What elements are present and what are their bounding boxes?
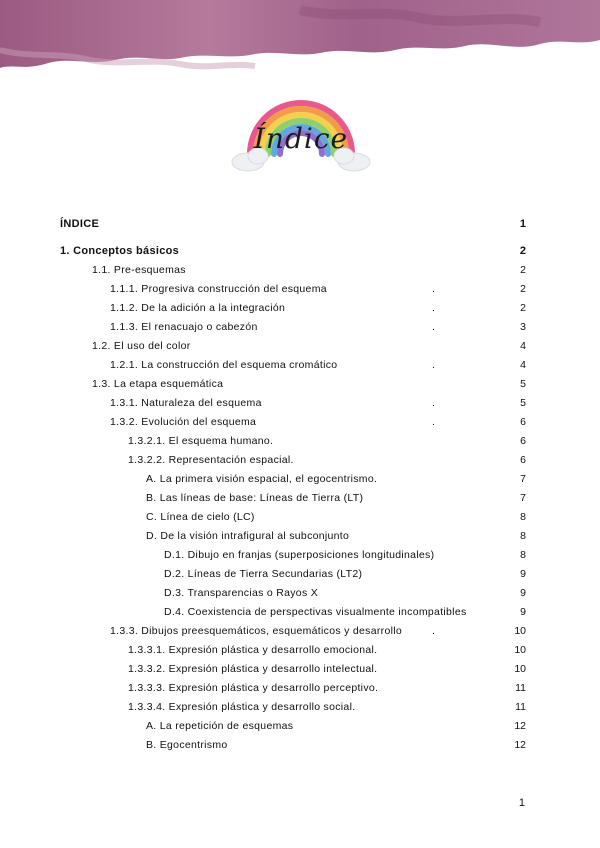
toc-entry-page: 9 xyxy=(520,606,526,618)
toc-entry[interactable] xyxy=(0,318,600,336)
toc-entry-dot: . xyxy=(432,625,435,637)
toc-entry-page: 12 xyxy=(514,739,526,751)
toc-entry-dot: . xyxy=(432,359,435,371)
toc-entry-label: D.2. Líneas de Tierra Secundarias (LT2) xyxy=(164,568,363,580)
toc-entry[interactable] xyxy=(0,489,600,507)
toc-entry-label: 1.3.3.4. Expresión plástica y desarrollo social. xyxy=(128,701,356,713)
toc-entry-page: 2 xyxy=(519,245,526,257)
toc-entry-page: 11 xyxy=(515,682,526,694)
toc-entry-page: 8 xyxy=(520,549,526,561)
toc-entry-dot: . xyxy=(432,397,435,409)
toc-entry[interactable] xyxy=(0,546,600,564)
toc-entry[interactable] xyxy=(0,432,600,450)
toc-entry[interactable] xyxy=(0,470,600,488)
toc-entry-label: 1.1.3. El renacuajo o cabezón xyxy=(110,321,258,333)
toc-entry[interactable] xyxy=(0,717,600,735)
toc-entry[interactable] xyxy=(0,299,600,317)
toc-entry-page: 10 xyxy=(514,644,526,656)
toc-entry-label: ÍNDICE xyxy=(60,218,100,230)
toc-entry-label: 1.3.1. Naturaleza del esquema xyxy=(110,397,262,409)
toc-entry-page: 2 xyxy=(520,283,526,295)
toc-entry[interactable] xyxy=(0,565,600,583)
toc-entry[interactable] xyxy=(0,660,600,678)
toc-entry[interactable] xyxy=(0,622,600,640)
toc-entry-page: 6 xyxy=(520,416,526,428)
toc-entry-dot: . xyxy=(432,283,435,295)
toc-entry-page: 6 xyxy=(520,435,526,447)
toc-entry-label: B. Egocentrismo xyxy=(146,739,228,751)
toc-entry-label: D.3. Transparencias o Rayos X xyxy=(164,587,319,599)
toc-entry-label: 1.3. La etapa esquemática xyxy=(92,378,224,390)
toc-entry[interactable] xyxy=(0,603,600,621)
toc-entry[interactable] xyxy=(0,280,600,298)
toc-entry-page: 2 xyxy=(520,302,526,314)
toc-entry[interactable] xyxy=(0,527,600,545)
toc-entry-label: 1. Conceptos básicos xyxy=(60,245,180,257)
page-number: 1 xyxy=(518,797,525,809)
toc-entry-label: 1.2.1. La construcción del esquema cromático xyxy=(110,359,338,371)
toc-entry-label: 1.1. Pre-esquemas xyxy=(92,264,186,276)
toc-entry-label: 1.3.2. Evolución del esquema xyxy=(110,416,257,428)
toc-entry-dot: . xyxy=(432,321,435,333)
toc-entry[interactable] xyxy=(0,698,600,716)
toc-entry-page: 7 xyxy=(520,473,526,485)
toc-entry-page: 7 xyxy=(520,492,526,504)
logo-title: Índice xyxy=(253,122,349,155)
toc-entry[interactable] xyxy=(0,641,600,659)
toc-entry-page: 8 xyxy=(520,530,526,542)
toc-entry-page: 8 xyxy=(520,511,526,523)
toc-entry-label: D. De la visión intrafigural al subconjunto xyxy=(146,530,350,542)
toc-entry-label: C. Línea de cielo (LC) xyxy=(146,511,255,523)
toc-entry[interactable] xyxy=(0,215,600,233)
toc-entry-label: 1.2. El uso del color xyxy=(92,340,191,352)
toc-entry-label: 1.3.3. Dibujos preesquemáticos, esquemáticos y desarrollo xyxy=(110,625,402,637)
toc-entry-page: 11 xyxy=(515,701,526,713)
toc-entry-label: D.4. Coexistencia de perspectivas visualmente incompatibles xyxy=(164,606,467,618)
toc-entry-label: 1.3.2.1. El esquema humano. xyxy=(128,435,274,447)
toc-entry-page: 6 xyxy=(520,454,526,466)
toc-entry-page: 4 xyxy=(520,340,526,352)
toc-entry-page: 12 xyxy=(514,720,526,732)
toc-entry-label: D.1. Dibujo en franjas (superposiciones longitudinales) xyxy=(164,549,435,561)
toc-entry-page: 10 xyxy=(514,663,526,675)
toc-entry[interactable] xyxy=(0,261,600,279)
toc-entry-label: 1.3.3.1. Expresión plástica y desarrollo emocional. xyxy=(128,644,378,656)
toc-entry-label: B. Las líneas de base: Líneas de Tierra (LT) xyxy=(146,492,364,504)
toc-entry[interactable] xyxy=(0,394,600,412)
toc-entry-page: 9 xyxy=(520,587,526,599)
toc-entry[interactable] xyxy=(0,413,600,431)
toc-entry-dot: . xyxy=(432,302,435,314)
toc-entry-label: 1.3.3.3. Expresión plástica y desarrollo perceptivo. xyxy=(128,682,379,694)
toc-entry[interactable] xyxy=(0,679,600,697)
toc-entry-page: 5 xyxy=(520,378,526,390)
toc-entry-page: 2 xyxy=(520,264,526,276)
toc-entry[interactable] xyxy=(0,356,600,374)
toc-entry[interactable] xyxy=(0,508,600,526)
toc-entry-label: 1.1.1. Progresiva construcción del esquema xyxy=(110,283,327,295)
toc-entry[interactable] xyxy=(0,451,600,469)
toc-entry-label: 1.3.2.2. Representación espacial. xyxy=(128,454,294,466)
toc-entry-label: 1.3.3.2. Expresión plástica y desarrollo intelectual. xyxy=(128,663,378,675)
toc-entry-page: 5 xyxy=(520,397,526,409)
toc-entry-page: 3 xyxy=(520,321,526,333)
toc-entry-label: A. La repetición de esquemas xyxy=(146,720,294,732)
toc-entry-label: A. La primera visión espacial, el egocentrismo. xyxy=(146,473,378,485)
toc-entry[interactable] xyxy=(0,242,600,260)
toc-entry-page: 10 xyxy=(514,625,526,637)
toc-entry-dot: . xyxy=(432,416,435,428)
toc-entry[interactable] xyxy=(0,337,600,355)
toc-entry[interactable] xyxy=(0,736,600,754)
toc-entry-page: 4 xyxy=(520,359,526,371)
toc-entry[interactable] xyxy=(0,375,600,393)
toc-entry-page: 1 xyxy=(519,218,526,230)
toc-entry[interactable] xyxy=(0,584,600,602)
toc-entry-page: 9 xyxy=(520,568,526,580)
toc-entry-label: 1.1.2. De la adición a la integración xyxy=(110,302,286,314)
